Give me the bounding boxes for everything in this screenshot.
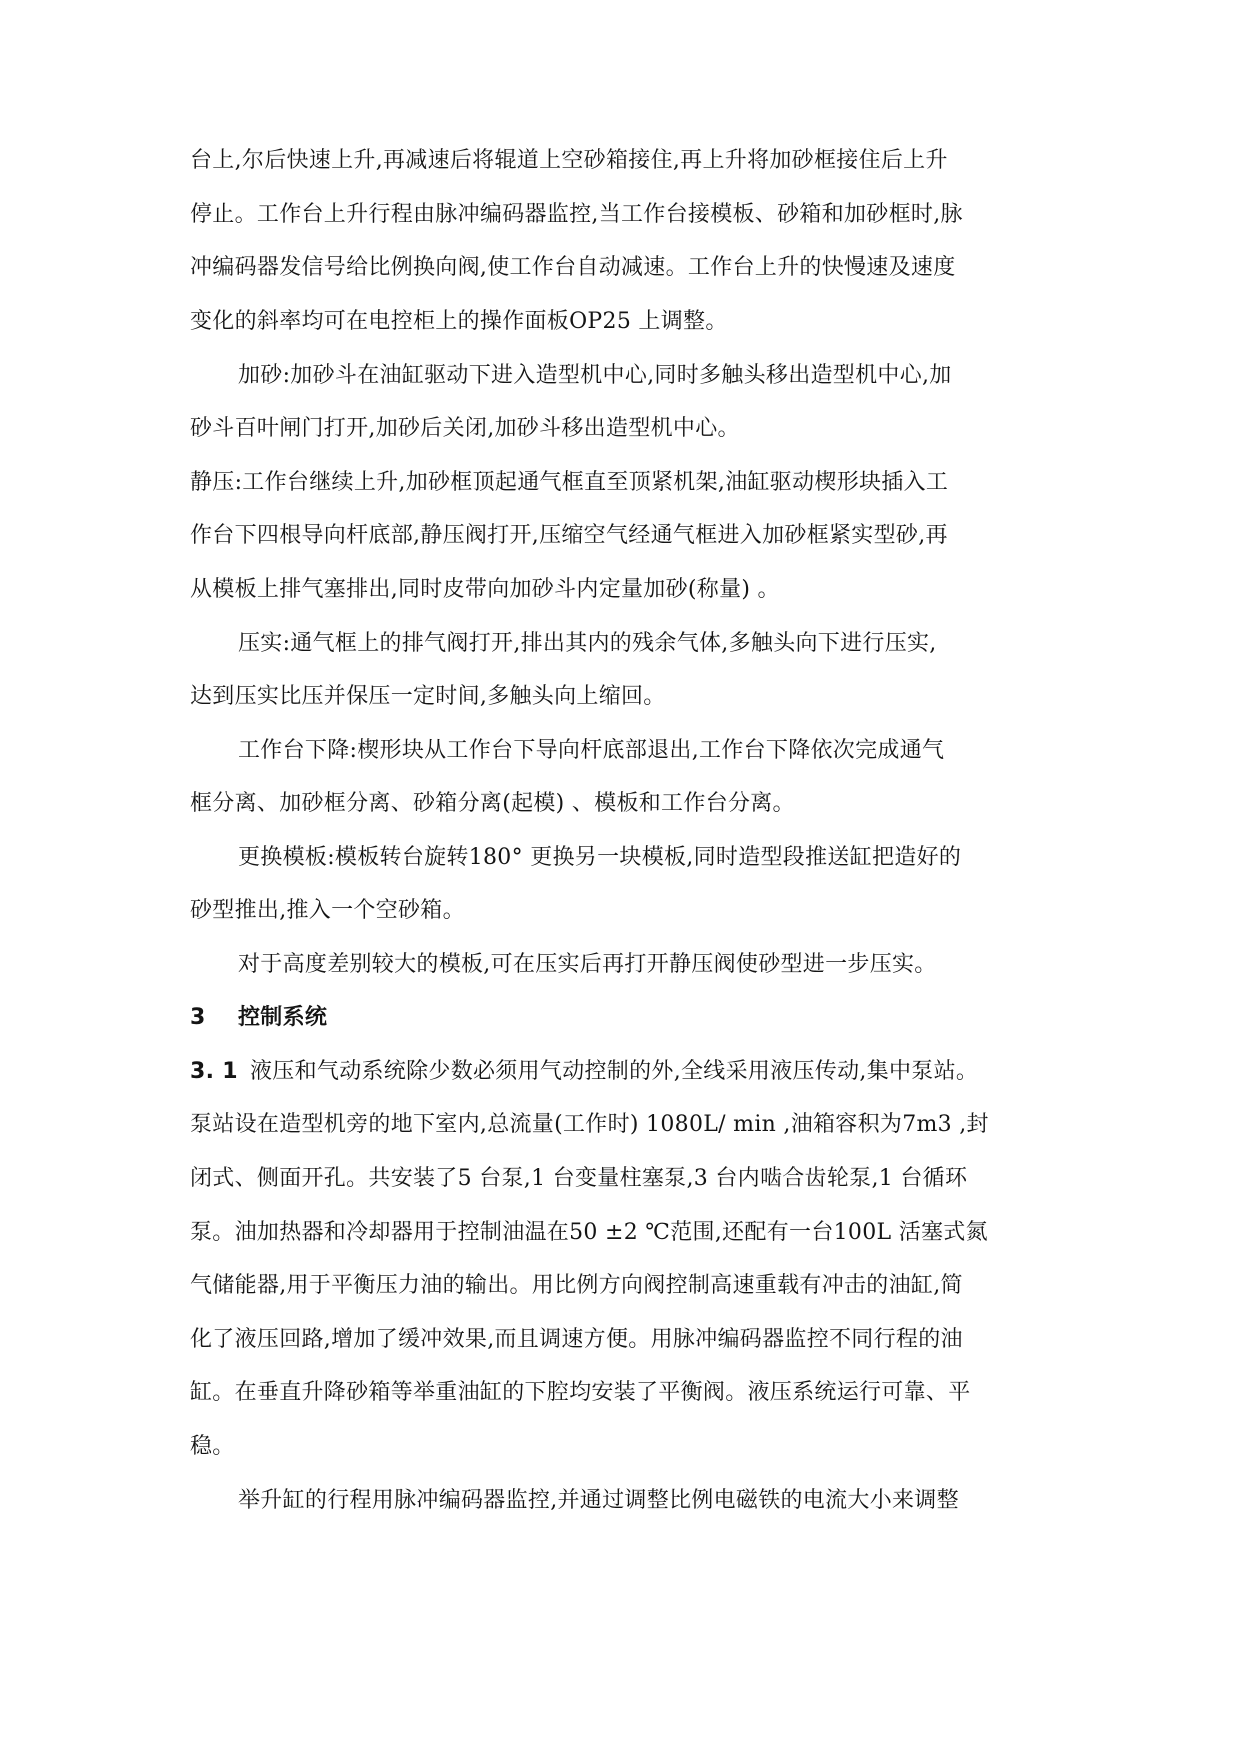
paragraph-line: 砂斗百叶闸门打开,加砂后关闭,加砂斗移出造型机中心。 bbox=[190, 416, 740, 441]
paragraph-line: 缸。在垂直升降砂箱等举重油缸的下腔均安装了平衡阀。液压系统运行可靠、平 bbox=[190, 1380, 971, 1405]
paragraph-line: 冲编码器发信号给比例换向阀,使工作台自动减速。工作台上升的快慢速及速度 bbox=[190, 255, 956, 280]
subsection-line bbox=[190, 1057, 978, 1087]
paragraph-line: 加砂:加砂斗在油缸驱动下进入造型机中心,同时多触头移出造型机中心,加 bbox=[238, 363, 952, 388]
paragraph-line: 对于高度差别较大的模板,可在压实后再打开静压阀使砂型进一步压实。 bbox=[238, 952, 937, 977]
paragraph-line: 台上,尔后快速上升,再减速后将辊道上空砂箱接住,再上升将加砂框接住后上升 bbox=[190, 148, 948, 173]
paragraph-line: 气储能器,用于平衡压力油的输出。用比例方向阀控制高速重载有冲击的油缸,简 bbox=[190, 1273, 963, 1298]
subsection-number: 3. 1 bbox=[190, 1059, 238, 1084]
section-title: 控制系统 bbox=[238, 1005, 328, 1030]
paragraph-line: 作台下四根导向杆底部,静压阀打开,压缩空气经通气框进入加砂框紧实型砂,再 bbox=[190, 523, 948, 548]
paragraph-line: 框分离、加砂框分离、砂箱分离(起模) 、模板和工作台分离。 bbox=[190, 791, 795, 816]
paragraph-line: 泵站设在造型机旁的地下室内,总流量(工作时) 1080L/ min ,油箱容积为7m3 ,封 bbox=[190, 1112, 989, 1137]
paragraph-line: 达到压实比压并保压一定时间,多触头向上缩回。 bbox=[190, 684, 666, 709]
paragraph-line: 静压:工作台继续上升,加砂框顶起通气框直至顶紧机架,油缸驱动楔形块插入工 bbox=[190, 470, 949, 495]
paragraph-line: 砂型推出,推入一个空砂箱。 bbox=[190, 898, 465, 923]
paragraph-line: 化了液压回路,增加了缓冲效果,而且调速方便。用脉冲编码器监控不同行程的油 bbox=[190, 1327, 963, 1352]
paragraph-line: 闭式、侧面开孔。共安装了5 台泵,1 台变量柱塞泵,3 台内啮合齿轮泵,1 台循环 bbox=[190, 1166, 968, 1191]
section-heading bbox=[190, 1003, 327, 1033]
paragraph-line: 举升缸的行程用脉冲编码器监控,并通过调整比例电磁铁的电流大小来调整 bbox=[238, 1488, 959, 1513]
paragraph-line: 变化的斜率均可在电控柜上的操作面板OP25 上调整。 bbox=[190, 309, 728, 334]
section-number: 3 bbox=[190, 1005, 206, 1030]
paragraph-line: 停止。工作台上升行程由脉冲编码器监控,当工作台接模板、砂箱和加砂框时,脉 bbox=[190, 202, 963, 227]
paragraph-line: 泵。油加热器和冷却器用于控制油温在50 ±2 ℃范围,还配有一台100L 活塞式氮 bbox=[190, 1220, 988, 1245]
paragraph-line: 从模板上排气塞排出,同时皮带向加砂斗内定量加砂(称量) 。 bbox=[190, 577, 780, 602]
paragraph-line: 工作台下降:楔形块从工作台下导向杆底部退出,工作台下降依次完成通气 bbox=[238, 738, 945, 763]
paragraph-line: 更换模板:模板转台旋转180° 更换另一块模板,同时造型段推送缸把造好的 bbox=[238, 845, 962, 870]
paragraph-line: 压实:通气框上的排气阀打开,排出其内的残余气体,多触头向下进行压实, bbox=[238, 631, 937, 656]
paragraph-line: 稳。 bbox=[190, 1434, 235, 1459]
subsection-text: 液压和气动系统除少数必须用气动控制的外,全线采用液压传动,集中泵站。 bbox=[250, 1059, 979, 1084]
